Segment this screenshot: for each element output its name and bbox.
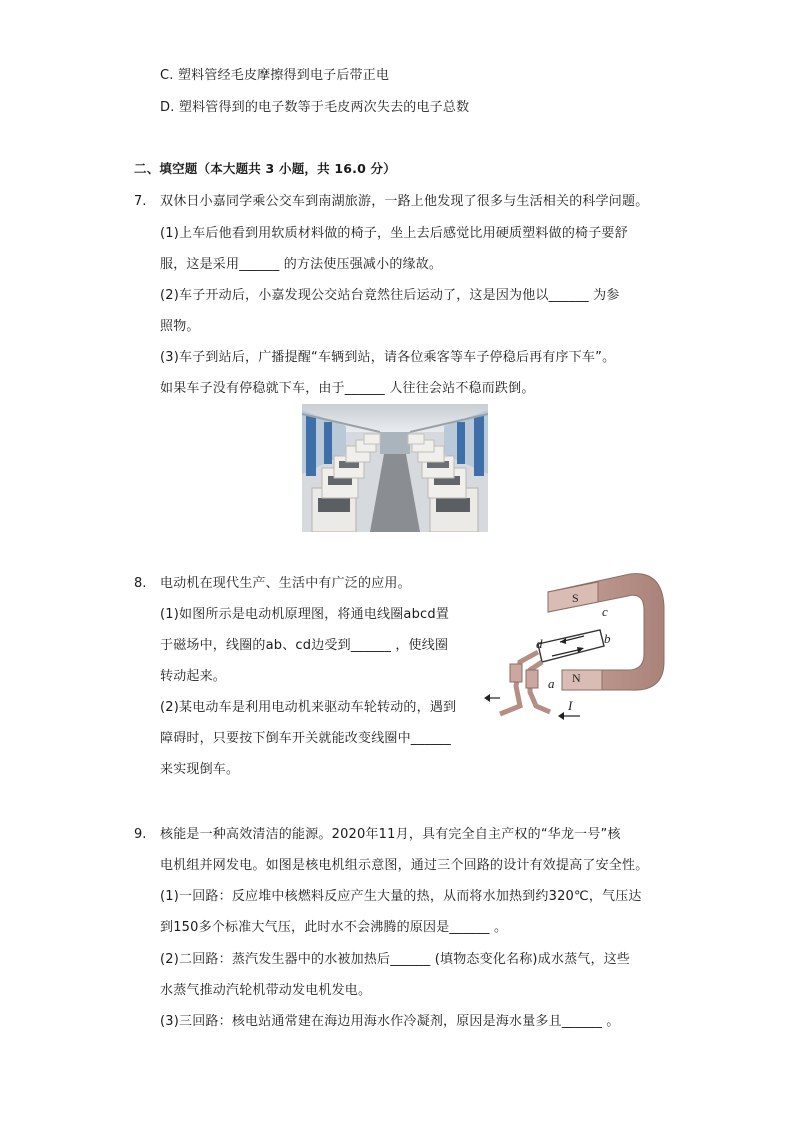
q8-line: 来实现倒车。 (160, 762, 240, 777)
q7-line: (1)上车后他看到用软质材料做的椅子，坐上去后感觉比用硬质塑料做的椅子要舒 (160, 226, 628, 241)
q8-line: 电动机在现代生产、生活中有广泛的应用。 (160, 576, 411, 591)
option-d: D. 塑料管得到的电子数等于毛皮两次失去的电子总数 (160, 100, 470, 115)
question-number-9: 9. (134, 827, 147, 842)
q8-line: (2)某电动车是利用电动机来驱动车轮转动的，遇到 (160, 700, 457, 715)
coil-a-label: a (548, 676, 555, 691)
q9-line: (3)三回路：核电站通常建在海边用海水作冷凝剂，原因是海水量多且______ 。 (160, 1014, 620, 1029)
coil-c-label: c (602, 604, 608, 619)
q7-line: 双休日小嘉同学乘公交车到南湖旅游，一路上他发现了很多与生活相关的科学问题。 (160, 194, 649, 209)
q9-line: (1)一回路：反应堆中核燃料反应产生大量的热，从而将水加热到约320℃，气压达 (160, 889, 642, 904)
q7-line: 照物。 (160, 319, 200, 334)
q8-line: (1)如图所示是电动机原理图，将通电线圈abcd置 (160, 607, 450, 622)
q9-line: 水蒸气推动汽轮机带动发电机发电。 (160, 983, 372, 998)
q9-line: 到150多个标准大气压，此时水不会沸腾的原因是______ 。 (160, 920, 508, 935)
q7-line: (2)车子开动后，小嘉发现公交站台竟然往后运动了，这是因为他以______ 为参 (160, 288, 620, 303)
option-c: C. 塑料管经毛皮摩擦得到电子后带正电 (160, 68, 390, 83)
q9-line: (2)二回路：蒸汽发生器中的水被加热后______ (填物态变化名称)成水蒸气，这些 (160, 952, 631, 967)
q8-line: 障碍时，只要按下倒车开关就能改变线圈中______ (160, 731, 452, 746)
q8-line: 转动起来。 (160, 669, 227, 684)
pole-s-label: S (572, 591, 579, 605)
motor-principle-figure (480, 566, 666, 736)
question-number-8: 8. (134, 576, 147, 591)
current-i-label: I (568, 698, 573, 713)
pole-n-label: N (572, 671, 581, 685)
question-number-7: 7. (134, 194, 147, 209)
section-title: 二、填空题（本大题共 3 小题，共 16.0 分） (134, 161, 396, 176)
coil-d-label: d (536, 636, 543, 651)
q7-line: 服，这是采用______ 的方法使压强减小的缘故。 (160, 257, 443, 272)
coil-b-label: b (604, 631, 611, 646)
q7-line: 如果车子没有停稳就下车，由于______ 人往往会站不稳而跌倒。 (160, 381, 535, 396)
q8-line: 于磁场中，线圈的ab、cd边受到______ ，使线圈 (160, 638, 449, 653)
q9-line: 电机组并网发电。如图是核电机组示意图，通过三个回路的设计有效提高了安全性。 (160, 858, 649, 873)
q7-line: (3)车子到站后，广播提醒“车辆到站，请各位乘客等车子停稳后再有序下车”。 (160, 350, 616, 365)
q9-line: 核能是一种高效清洁的能源。2020年11月，具有完全自主产权的“华龙一号”核 (160, 827, 621, 842)
bus-interior-photo (302, 404, 488, 532)
